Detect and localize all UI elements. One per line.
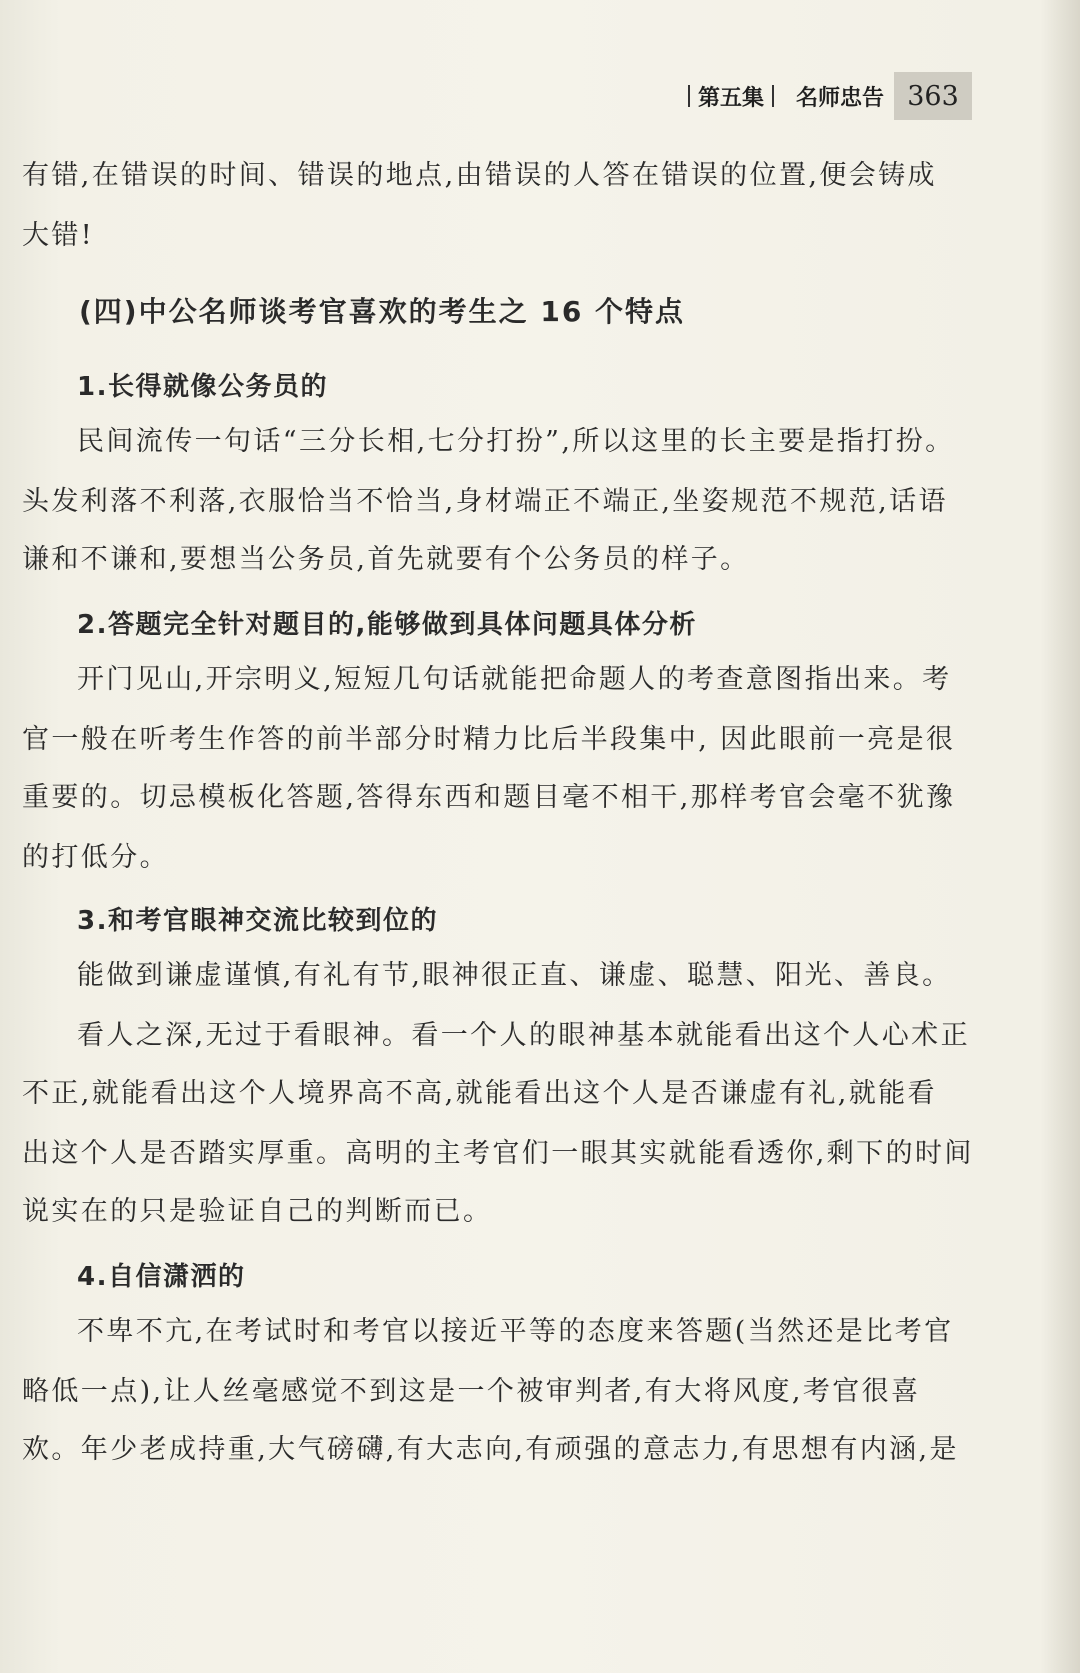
body-line: 重要的。切忌模板化答题,答得东西和题目毫不相干,那样考官会毫不犹豫 — [22, 782, 956, 813]
header-divider — [688, 85, 690, 107]
item-title: 4.自信潇洒的 — [77, 1262, 246, 1292]
body-line: 谦和不谦和,要想当公务员,首先就要有个公务员的样子。 — [22, 544, 750, 575]
body-line: 不正,就能看出这个人境界高不高,就能看出这个人是否谦虚有礼,就能看 — [22, 1078, 937, 1109]
body-line: 出这个人是否踏实厚重。高明的主考官们一眼其实就能看透你,剩下的时间 — [22, 1138, 974, 1169]
body-line: 略低一点),让人丝毫感觉不到这是一个被审判者,有大将风度,考官很喜 — [22, 1376, 921, 1407]
body-line: 能做到谦虚谨慎,有礼有节,眼神很正直、谦虚、聪慧、阳光、善良。 — [77, 960, 952, 991]
body-line: 民间流传一句话“三分长相,七分打扮”,所以这里的长主要是指打扮。 — [77, 426, 955, 457]
item-title: 3.和考官眼神交流比较到位的 — [77, 906, 438, 936]
header-chapter: 第五集 — [697, 85, 764, 111]
header-divider — [772, 85, 774, 107]
body-line: 欢。年少老成持重,大气磅礴,有大志向,有顽强的意志力,有思想有内涵,是 — [22, 1434, 959, 1465]
body-line: 开门见山,开宗明义,短短几句话就能把命题人的考查意图指出来。考 — [77, 664, 952, 695]
body-line: 不卑不亢,在考试时和考官以接近平等的态度来答题(当然还是比考官 — [77, 1316, 954, 1347]
page-number: 363 — [894, 72, 972, 120]
item-title: 2.答题完全针对题目的,能够做到具体问题具体分析 — [77, 610, 697, 640]
body-line: 的打低分。 — [22, 842, 169, 873]
body-line: 说实在的只是验证自己的判断而已。 — [22, 1196, 493, 1227]
body-line: 有错,在错误的时间、错误的地点,由错误的人答在错误的位置,便会铸成 — [22, 160, 937, 191]
body-line: 头发利落不利落,衣服恰当不恰当,身材端正不端正,坐姿规范不规范,话语 — [22, 486, 948, 517]
section-title: (四)中公名师谈考官喜欢的考生之 16 个特点 — [79, 295, 686, 328]
body-line: 看人之深,无过于看眼神。看一个人的眼神基本就能看出这个人心术正 — [77, 1020, 970, 1051]
page-edge-shadow — [1040, 0, 1080, 1673]
running-header — [682, 72, 884, 120]
header-title: 名师忠告 — [795, 85, 884, 111]
body-line: 大错! — [22, 220, 95, 251]
body-line: 官一般在听考生作答的前半部分时精力比后半段集中, 因此眼前一亮是很 — [22, 724, 956, 755]
item-title: 1.长得就像公务员的 — [77, 372, 328, 402]
